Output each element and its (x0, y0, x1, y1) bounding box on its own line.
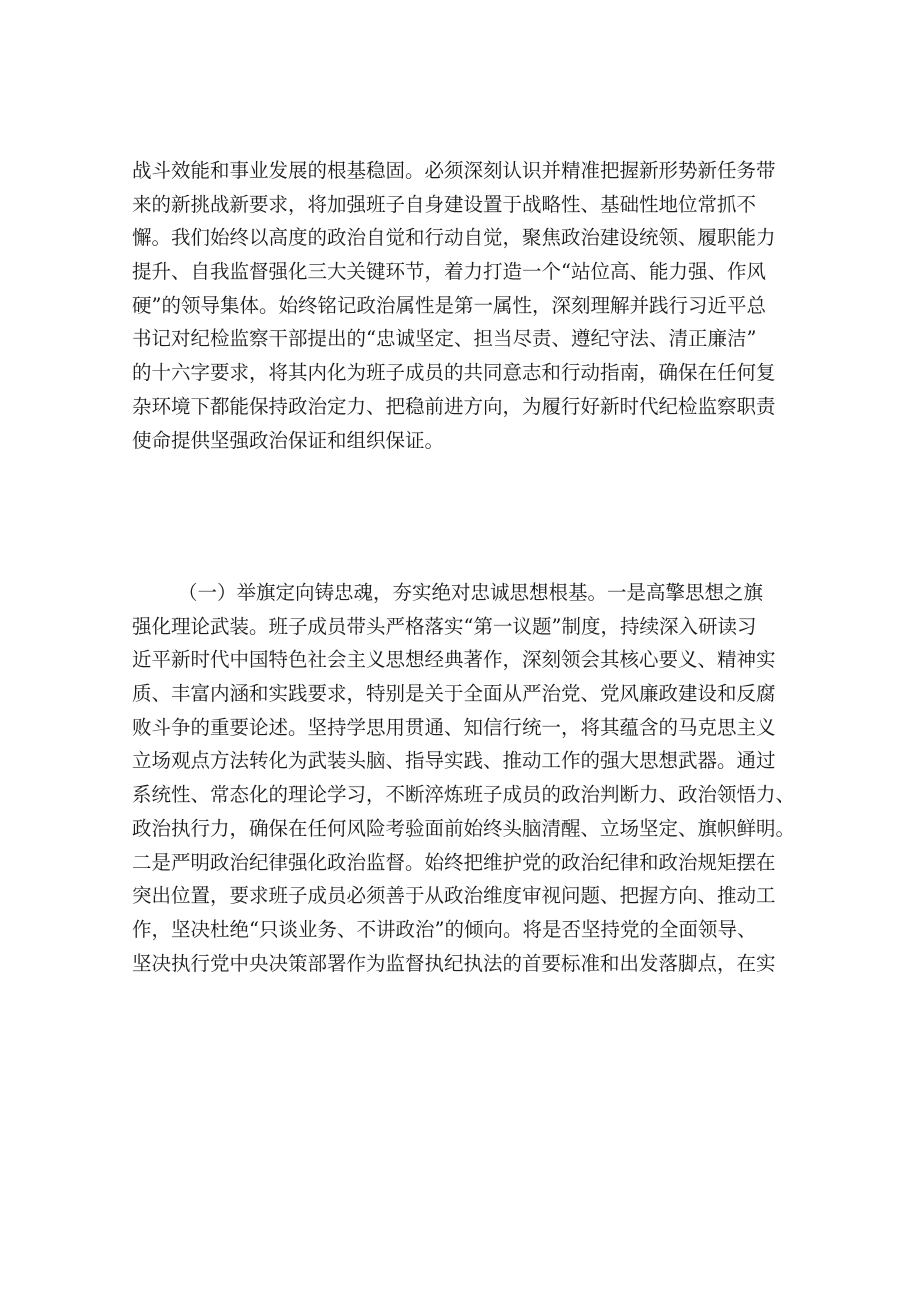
text-line: 突出位置，要求班子成员必须善于从政治维度审视问题、把握方向、推动工 (132, 884, 776, 908)
text-line: 近平新时代中国特色社会主义思想经典著作，深刻领会其核心要义、精神实 (132, 648, 776, 672)
text-line: 立场观点方法转化为武装头脑、指导实践、推动工作的强大思想武器。通过 (132, 749, 776, 773)
text-line: 系统性、常态化的理论学习，不断淬炼班子成员的政治判断力、政治领悟力、 (132, 783, 796, 807)
text-line: 坚决执行党中央决策部署作为监督执纪执法的首要标准和出发落脚点，在实 (132, 951, 776, 975)
text-line: 作，坚决杜绝“只谈业务、不讲政治”的倾向。将是否坚持党的全面领导、 (132, 917, 757, 941)
paragraph-1 (132, 154, 812, 457)
text-line: 的十六字要求，将其内化为班子成员的共同意志和行动指南，确保在任何复 (132, 361, 776, 385)
text-line: 使命提供坚强政治保证和组织保证。 (132, 428, 445, 452)
text-line: 二是严明政治纪律强化政治监督。始终把维护党的政治纪律和政治规矩摆在 (132, 850, 776, 874)
text-line: 败斗争的重要论述。坚持学思用贯通、知信行统一，将其蕴含的马克思主义 (132, 715, 776, 739)
text-line: （一）举旗定向铸忠魂，夯实绝对忠诚思想根基。一是高擎思想之旗 (178, 581, 764, 604)
text-line: 质、丰富内涵和实践要求，特别是关于全面从严治党、党风廉政建设和反腐 (132, 682, 776, 706)
text-line: 懈。我们始终以高度的政治自觉和行动自觉，聚焦政治建设统领、履职能力 (132, 226, 776, 250)
paragraph-2 (132, 576, 812, 980)
text-line: 强化理论武装。班子成员带头严格落实“第一议题”制度，持续深入研读习 (132, 614, 757, 638)
text-line: 硬”的领导集体。始终铭记政治属性是第一属性，深刻理解并践行习近平总 (132, 293, 766, 317)
text-line: 杂环境下都能保持政治定力、把稳前进方向，为履行好新时代纪检监察职责 (132, 394, 776, 418)
text-line: 战斗效能和事业发展的根基稳固。必须深刻认识并精准把握新形势新任务带 (132, 159, 776, 182)
text-line: 政治执行力，确保在任何风险考验面前始终头脑清醒、立场坚定、旗帜鲜明。 (132, 816, 796, 840)
text-line: 书记对纪检监察干部提出的“忠诚坚定、担当尽责、遵纪守法、清正廉洁” (132, 327, 757, 351)
text-line: 提升、自我监督强化三大关键环节，着力打造一个“站位高、能力强、作风 (132, 260, 766, 284)
text-line: 来的新挑战新要求，将加强班子自身建设置于战略性、基础性地位常抓不 (132, 192, 757, 216)
